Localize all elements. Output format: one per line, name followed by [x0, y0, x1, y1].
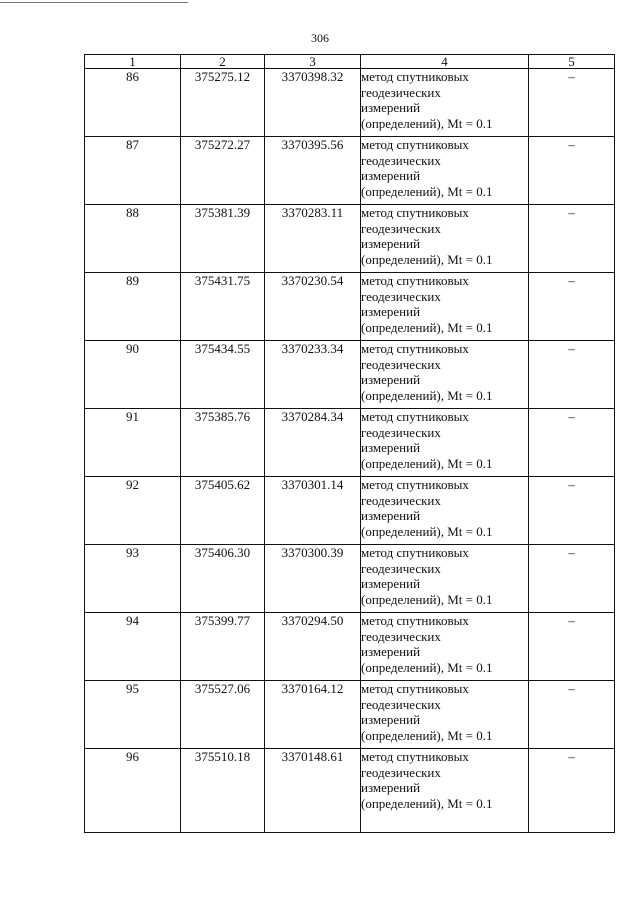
method-line: измерений	[361, 236, 421, 251]
method-line: измерений	[361, 644, 421, 659]
method-line: метод спутниковых	[361, 69, 469, 84]
note-cell: –	[529, 69, 615, 137]
coord-x: 375406.30	[181, 545, 265, 613]
coord-y: 3370283.11	[265, 205, 361, 273]
method-line: метод спутниковых	[361, 749, 469, 764]
note-cell: –	[529, 545, 615, 613]
method-line: геодезических	[361, 84, 441, 100]
method-line: метод спутниковых	[361, 545, 469, 560]
coord-x: 375272.27	[181, 137, 265, 205]
method-cell	[361, 613, 529, 681]
coord-y: 3370148.61	[265, 749, 361, 833]
note-cell: –	[529, 477, 615, 545]
method-line: метод спутниковых	[361, 273, 469, 288]
point-number: 92	[85, 477, 181, 545]
table-row	[85, 341, 615, 409]
page-number: 306	[311, 31, 329, 45]
header-row	[85, 55, 615, 69]
method-cell	[361, 137, 529, 205]
table-row	[85, 681, 615, 749]
note-cell: –	[529, 273, 615, 341]
coord-y: 3370300.39	[265, 545, 361, 613]
method-line: измерений	[361, 440, 421, 455]
method-line: измерений	[361, 100, 421, 115]
method-line: (определений), Mt = 0.1	[361, 659, 493, 675]
method-line: (определений), Mt = 0.1	[361, 319, 493, 335]
point-number: 91	[85, 409, 181, 477]
table-row	[85, 69, 615, 137]
table-body	[85, 69, 615, 833]
note-cell: –	[529, 409, 615, 477]
method-cell	[361, 273, 529, 341]
coord-y: 3370395.56	[265, 137, 361, 205]
method-line: измерений	[361, 508, 421, 523]
coord-y: 3370230.54	[265, 273, 361, 341]
method-line: (определений), Mt = 0.1	[361, 523, 493, 539]
method-line: измерений	[361, 168, 421, 183]
point-number: 87	[85, 137, 181, 205]
method-line: геодезических	[361, 492, 441, 508]
table-row	[85, 545, 615, 613]
point-number: 88	[85, 205, 181, 273]
method-line: геодезических	[361, 424, 441, 440]
note-cell: –	[529, 137, 615, 205]
method-cell	[361, 69, 529, 137]
point-number: 89	[85, 273, 181, 341]
table-row	[85, 409, 615, 477]
method-line: геодезических	[361, 560, 441, 576]
table-row	[85, 613, 615, 681]
method-line: измерений	[361, 372, 421, 387]
table-header	[85, 55, 615, 69]
coord-x: 375385.76	[181, 409, 265, 477]
method-line: метод спутниковых	[361, 613, 469, 628]
coord-y: 3370398.32	[265, 69, 361, 137]
table-row	[85, 273, 615, 341]
method-cell	[361, 477, 529, 545]
method-line: (определений), Mt = 0.1	[361, 727, 493, 743]
method-line: (определений), Mt = 0.1	[361, 183, 493, 199]
note-cell: –	[529, 749, 615, 833]
method-line: геодезических	[361, 764, 441, 780]
method-cell	[361, 341, 529, 409]
method-line: метод спутниковых	[361, 341, 469, 356]
coord-x: 375527.06	[181, 681, 265, 749]
point-number: 96	[85, 749, 181, 833]
method-line: геодезических	[361, 220, 441, 236]
table-row	[85, 749, 615, 833]
note-cell: –	[529, 205, 615, 273]
method-line: метод спутниковых	[361, 477, 469, 492]
header-col-3: 3	[265, 55, 361, 69]
method-line: (определений), Mt = 0.1	[361, 591, 493, 607]
method-cell	[361, 681, 529, 749]
method-line: (определений), Mt = 0.1	[361, 251, 493, 267]
coord-y: 3370164.12	[265, 681, 361, 749]
method-line: (определений), Mt = 0.1	[361, 115, 493, 131]
coord-x: 375431.75	[181, 273, 265, 341]
coord-y: 3370301.14	[265, 477, 361, 545]
method-line: метод спутниковых	[361, 137, 469, 152]
point-number: 94	[85, 613, 181, 681]
coord-x: 375275.12	[181, 69, 265, 137]
method-cell	[361, 749, 529, 833]
method-line: метод спутниковых	[361, 681, 469, 696]
method-cell	[361, 409, 529, 477]
note-cell: –	[529, 681, 615, 749]
method-cell	[361, 545, 529, 613]
coord-x: 375434.55	[181, 341, 265, 409]
method-line: (определений), Mt = 0.1	[361, 795, 493, 811]
header-col-4: 4	[361, 55, 529, 69]
coord-x: 375510.18	[181, 749, 265, 833]
top-rule	[0, 2, 188, 3]
method-line: геодезических	[361, 356, 441, 372]
header-col-5: 5	[529, 55, 615, 69]
coordinates-table	[84, 54, 615, 833]
table-row	[85, 477, 615, 545]
coord-y: 3370233.34	[265, 341, 361, 409]
point-number: 86	[85, 69, 181, 137]
method-line: измерений	[361, 780, 421, 795]
method-line: геодезических	[361, 628, 441, 644]
method-line: метод спутниковых	[361, 205, 469, 220]
coord-x: 375405.62	[181, 477, 265, 545]
point-number: 93	[85, 545, 181, 613]
header-col-1: 1	[85, 55, 181, 69]
method-line: геодезических	[361, 152, 441, 168]
coord-x: 375381.39	[181, 205, 265, 273]
method-line: измерений	[361, 712, 421, 727]
method-line: измерений	[361, 304, 421, 319]
method-line: (определений), Mt = 0.1	[361, 455, 493, 471]
table-row	[85, 205, 615, 273]
note-cell: –	[529, 341, 615, 409]
point-number: 90	[85, 341, 181, 409]
method-line: геодезических	[361, 696, 441, 712]
method-cell	[361, 205, 529, 273]
point-number: 95	[85, 681, 181, 749]
coord-y: 3370294.50	[265, 613, 361, 681]
method-line: (определений), Mt = 0.1	[361, 387, 493, 403]
table-row	[85, 137, 615, 205]
method-line: геодезических	[361, 288, 441, 304]
method-line: измерений	[361, 576, 421, 591]
note-cell: –	[529, 613, 615, 681]
header-col-2: 2	[181, 55, 265, 69]
method-line: метод спутниковых	[361, 409, 469, 424]
coord-x: 375399.77	[181, 613, 265, 681]
coord-y: 3370284.34	[265, 409, 361, 477]
